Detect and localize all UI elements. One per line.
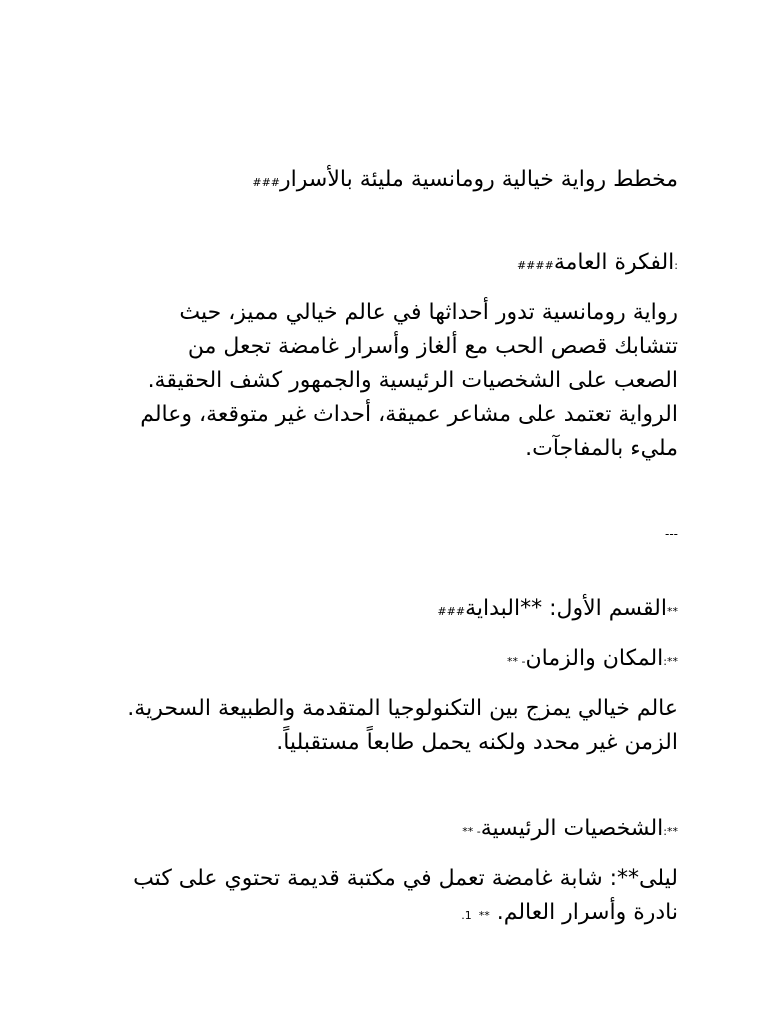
place-time-heading: المكان والزمان [525, 646, 664, 671]
part-one-bold-marker: ** [667, 605, 678, 618]
general-idea-colon: : [674, 259, 678, 272]
character-1-list-item [118, 862, 678, 933]
general-idea-heading: الفكرة العامة [553, 250, 675, 275]
place-time-prefix: - ** [507, 655, 526, 668]
title-heading-marker: ### [252, 176, 281, 189]
character-1-number: 1. [461, 909, 472, 922]
place-time-paragraph: عالم خيالي يمزج بين التكنولوجيا المتقدمة والطبيعة السحرية. الزمن غير محدد ولكنه يحمل طابعاً مستقبلياً. [127, 696, 678, 755]
main-characters-suffix: **: [663, 825, 678, 838]
character-1-bold-marker: ** [478, 909, 490, 922]
part-one-heading: القسم الأول: **البداية [465, 596, 667, 621]
place-time-heading-line [507, 642, 678, 679]
main-characters-prefix: - ** [462, 825, 481, 838]
place-time-suffix: **: [663, 655, 678, 668]
part-one-heading-line [437, 592, 678, 629]
main-characters-heading: الشخصيات الرئيسية [480, 816, 664, 841]
general-idea-heading-line [517, 246, 678, 283]
section-separator: --- [665, 527, 678, 541]
main-characters-heading-line [462, 812, 678, 849]
character-1-text: ليلى**: شابة غامضة تعمل في مكتبة قديمة تحتوي على كتب نادرة وأسرار العالم. [133, 866, 678, 925]
general-idea-paragraph: رواية رومانسية تدور أحداثها في عالم خيالي مميز، حيث تتشابك قصص الحب مع ألغاز وأسرار غامضة تجعل من الصعب على الشخصيات الرئيسية والجمهور كشف الحقيقة. الرواية تعتمد على مشاعر عميقة، أحداث غير متوقعة، وعالم مليء بالمفاجآت. [140, 300, 678, 461]
general-idea-heading-marker: #### [516, 259, 554, 272]
part-one-heading-marker: ### [437, 605, 466, 618]
document-title: مخطط رواية خيالية رومانسية مليئة بالأسرار [280, 167, 678, 192]
document-title-line [252, 163, 678, 200]
